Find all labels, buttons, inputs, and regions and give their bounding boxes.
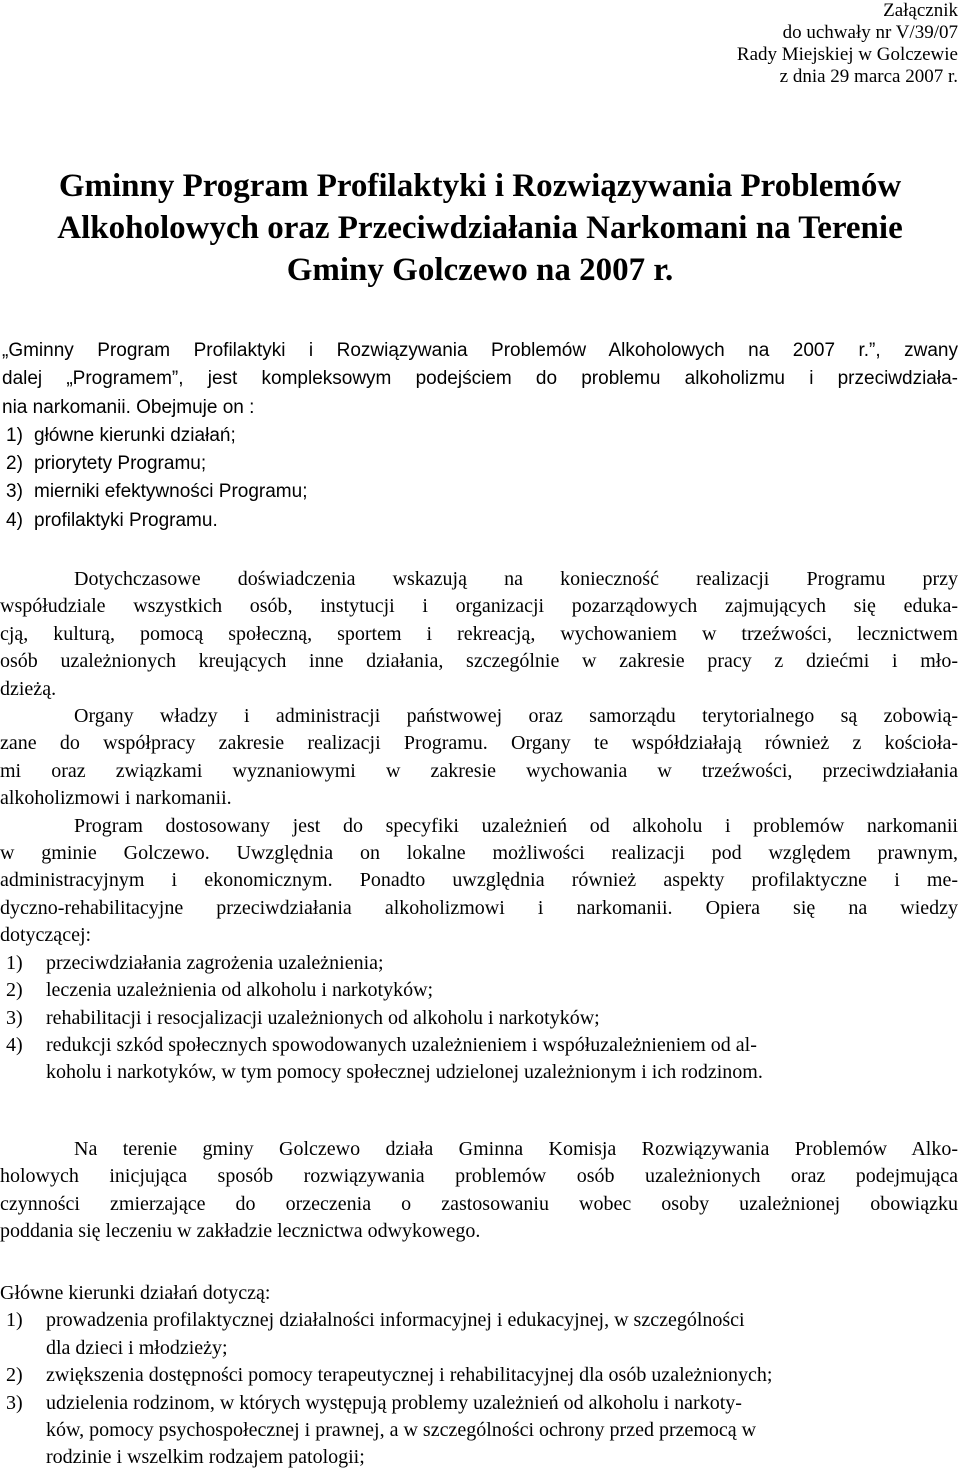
list-text: redukcji szkód społecznych spowodowanych uzależnieniem i współuzależnieniem od al- [46, 1033, 757, 1056]
text-line: współudziale wszystkich osób, instytucji i organizacji pozarządowych zajmujących się eduka- [0, 595, 958, 618]
annex-line: do uchwały nr V/39/07 [782, 22, 958, 43]
list-text: zwiększenia dostępności pomocy terapeutycznej i rehabilitacyjnej dla osób uzależnionych; [46, 1364, 773, 1387]
text-line: Organy władzy i administracji państwowej oraz samorządu terytorialnego są zobowią- [74, 705, 958, 728]
section-directions [0, 1280, 958, 1472]
text-line: w gminie Golczewo. Uwzględnia on lokalne możliwości realizacji pod względem prawnym, [0, 842, 958, 865]
text-line: holowych inicjująca sposób rozwiązywania problemów osób uzależnionych oraz podejmująca [0, 1165, 958, 1188]
list-text: mierniki efektywności Programu; [34, 481, 308, 503]
text-line: cją, kulturą, pomocą społeczną, sportem i rekreacją, wychowaniem w trzeźwości, lecznictwem [0, 622, 958, 645]
list-number: 2) [6, 453, 23, 475]
list-text: główne kierunki działań; [34, 424, 236, 446]
list-number: 1) [6, 424, 23, 446]
list-number: 4) [6, 509, 23, 531]
text-line: osób uzależnionych kreujących inne działania, szczególnie w zakresie pracy z dziećmi i mło- [0, 650, 958, 673]
list-item [2, 450, 958, 478]
list-text: udzielenia rodzinom, w których występują problemy uzależnień od alkoholu i narkoty- [46, 1391, 742, 1414]
text-line: dyczno-rehabilitacyjne przeciwdziałania alkoholizmowi i narkomanii. Opiera się na wiedzy [0, 896, 958, 919]
list-number: 1) [6, 951, 23, 974]
intro-paragraph [2, 337, 958, 535]
list-item [0, 1032, 958, 1059]
section-commission [0, 1136, 958, 1246]
text-line: dalej „Programem”, jest kompleksowym podejściem do problemu alkoholizmu i przeciwdziała- [2, 368, 958, 390]
section-experience [0, 566, 958, 1087]
list-item [0, 1390, 958, 1417]
annex-line: z dnia 29 marca 2007 r. [779, 66, 958, 87]
list-item-continuation: rodzinie i wszelkim rodzajem patologii; [46, 1446, 365, 1469]
list-text: prowadzenia profilaktycznej działalności informacyjnej i edukacyjnej, w szczególności [46, 1309, 745, 1332]
text-line: Dotychczasowe doświadczenia wskazują na konieczność realizacji Programu przy [74, 568, 958, 590]
text-line: Program dostosowany jest do specyfiki uzależnień od alkoholu i problemów narkomanii [74, 814, 958, 837]
list-item-continuation: koholu i narkotyków, w tym pomocy społecznej udzielonej uzależnionym i ich rodzinom. [46, 1061, 763, 1084]
list-text: rehabilitacji i resocjalizacji uzależnionych od alkoholu i narkotyków; [46, 1006, 600, 1029]
document-title [0, 165, 960, 291]
title-line: Alkoholowych oraz Przeciwdziałania Narkomani na Terenie [57, 210, 903, 246]
text-line: „Gminny Program Profilaktyki i Rozwiązywania Problemów Alkoholowych na 2007 r.”, zwany [2, 340, 958, 361]
text-line: alkoholizmowi i narkomanii. [0, 787, 232, 810]
list-number: 1) [6, 1309, 23, 1332]
list-number: 2) [6, 1364, 23, 1387]
text-line: dotyczącej: [0, 924, 92, 947]
list-text: priorytety Programu; [34, 453, 207, 475]
text-line: mi oraz związkami wyznaniowymi w zakresie wychowania w trzeźwości, przeciwdziałania [0, 759, 958, 782]
list-item [0, 1307, 958, 1334]
annex-line: Rady Miejskiej w Golczewie [736, 44, 958, 65]
list-item [0, 1005, 958, 1032]
list-item [2, 422, 958, 450]
list-number: 3) [6, 1006, 23, 1029]
list-item [0, 1362, 958, 1389]
list-number: 4) [6, 1033, 23, 1056]
list-item-continuation: ków, pomocy psychospołecznej i prawnej, a w szczególności ochrony przed przemocą w [46, 1419, 757, 1442]
text-line: administracyjnym i ekonomicznym. Ponadto uwzględnia również aspekty profilaktyczne i me- [0, 869, 958, 892]
text-line: dzieżą. [0, 677, 57, 700]
text-line: czynności zmierzające do orzeczenia o zastosowaniu wobec osoby uzależnionej obowiązku [0, 1192, 958, 1215]
section-heading: Główne kierunki działań dotyczą: [0, 1282, 271, 1304]
annex-line: Załącznik [883, 0, 958, 21]
text-line: zane do współpracy zakresie realizacji Programu. Organy te współdziałają również z kościoła- [0, 732, 958, 755]
text-line: poddania się leczeniu w zakładzie lecznictwa odwykowego. [0, 1220, 481, 1243]
annex-note [737, 0, 958, 88]
text-line: Na terenie gminy Golczewo działa Gminna Komisja Rozwiązywania Problemów Alko- [74, 1138, 958, 1160]
list-text: leczenia uzależnienia od alkoholu i narkotyków; [46, 979, 434, 1002]
list-number: 2) [6, 979, 23, 1002]
list-text: przeciwdziałania zagrożenia uzależnienia; [46, 951, 384, 974]
list-number: 3) [6, 1391, 23, 1414]
text-line: nia narkomanii. Obejmuje on : [2, 396, 255, 418]
list-item [2, 478, 958, 506]
list-text: profilaktyki Programu. [34, 509, 218, 531]
title-line: Gminy Golczewo na 2007 r. [286, 252, 674, 288]
list-item [0, 977, 958, 1004]
list-item [2, 507, 958, 535]
list-number: 3) [6, 481, 23, 503]
list-item [0, 950, 958, 977]
title-line: Gminny Program Profilaktyki i Rozwiązywania Problemów [58, 168, 902, 204]
list-item-continuation: dla dzieci i młodzieży; [46, 1336, 228, 1359]
